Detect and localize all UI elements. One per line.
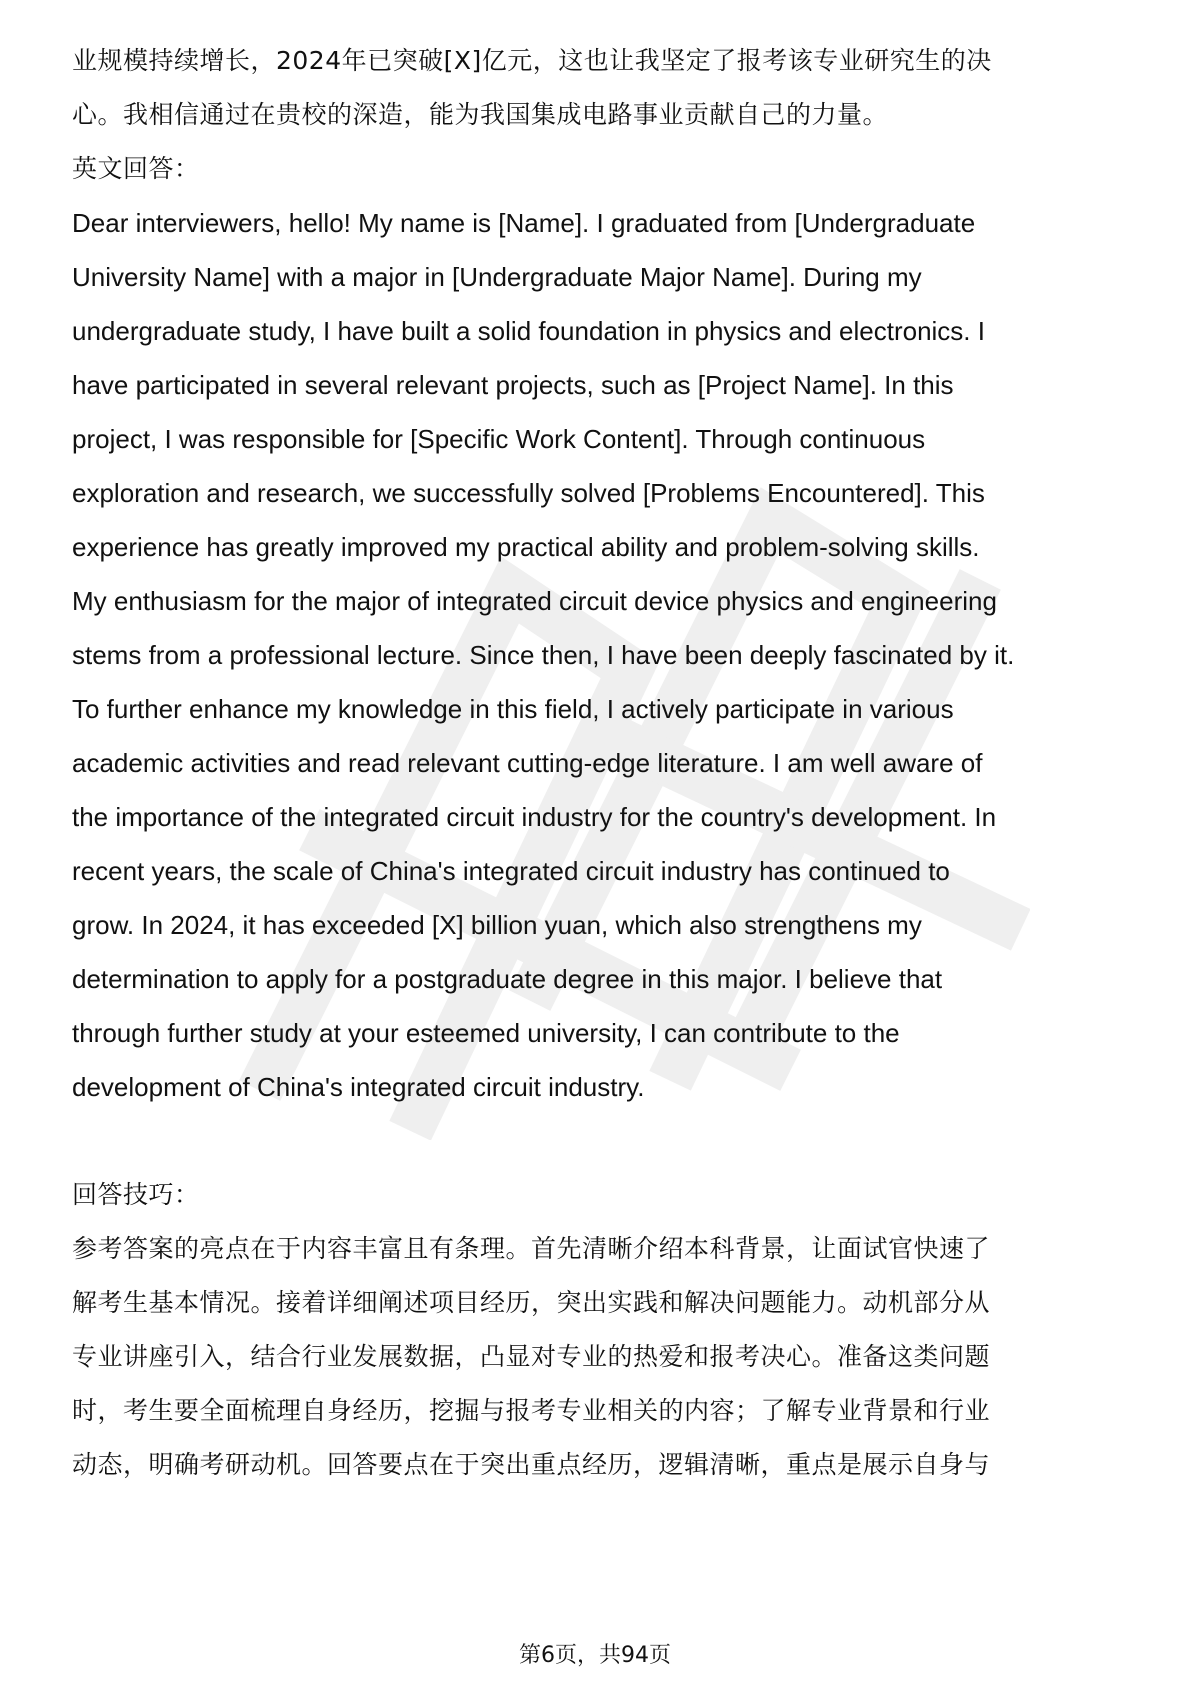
english-paragraph-line: recent years, the scale of China's integrated circuit industry has continued to [72, 856, 950, 886]
tips-paragraph-line: 专业讲座引入，结合行业发展数据，凸显对专业的热爱和报考决心。准备这类问题 [72, 1342, 991, 1371]
tips-paragraph-line: 动态，明确考研动机。回答要点在于突出重点经历，逻辑清晰，重点是展示自身与 [72, 1450, 991, 1479]
intro-line: 心。我相信通过在贵校的深造，能为我国集成电路事业贡献自己的力量。 [72, 100, 889, 129]
english-paragraph-line: grow. In 2024, it has exceeded [X] billion yuan, which also strengthens my [72, 910, 922, 940]
english-paragraph-line: experience has greatly improved my practical ability and problem-solving skills. [72, 532, 980, 562]
english-paragraph-line: academic activities and read relevant cutting-edge literature. I am well aware of [72, 748, 983, 778]
english-paragraph-line: the importance of the integrated circuit industry for the country's development. In [72, 802, 997, 832]
english-paragraph-line: project, I was responsible for [Specific Work Content]. Through continuous [72, 424, 926, 454]
english-paragraph-line: undergraduate study, I have built a solid foundation in physics and electronics. I [72, 316, 985, 346]
tips-paragraph-line: 时，考生要全面梳理自身经历，挖掘与报考专业相关的内容；了解专业背景和行业 [72, 1396, 991, 1425]
english-paragraph-line: development of China's integrated circuit industry. [72, 1072, 645, 1102]
english-paragraph-line: University Name] with a major in [Undergraduate Major Name]. During my [72, 262, 922, 292]
english-paragraph-line: exploration and research, we successfully solved [Problems Encountered]. This [72, 478, 985, 508]
english-paragraph-line: through further study at your esteemed university, I can contribute to the [72, 1018, 900, 1048]
intro-line: 业规模持续增长，2024年已突破[X]亿元，这也让我坚定了报考该专业研究生的决 [72, 46, 992, 75]
english-paragraph-line: stems from a professional lecture. Since then, I have been deeply fascinated by it. [72, 640, 1015, 670]
answer-tips-heading: 回答技巧： [72, 1180, 200, 1209]
english-answer-heading: 英文回答： [72, 154, 200, 183]
page-number-footer: 第6页，共94页 [519, 1643, 671, 1668]
tips-paragraph-line: 参考答案的亮点在于内容丰富且有条理。首先清晰介绍本科背景，让面试官快速了 [72, 1234, 991, 1263]
english-paragraph-line: determination to apply for a postgraduate degree in this major. I believe that [72, 964, 943, 994]
english-paragraph-line: have participated in several relevant projects, such as [Project Name]. In this [72, 370, 954, 400]
tips-paragraph-line: 解考生基本情况。接着详细阐述项目经历，突出实践和解决问题能力。动机部分从 [72, 1288, 991, 1317]
english-paragraph-line: To further enhance my knowledge in this field, I actively participate in various [72, 694, 954, 724]
english-paragraph-line: Dear interviewers, hello! My name is [Name]. I graduated from [Undergraduate [72, 208, 976, 238]
english-paragraph-line: My enthusiasm for the major of integrated circuit device physics and engineering [72, 586, 997, 616]
